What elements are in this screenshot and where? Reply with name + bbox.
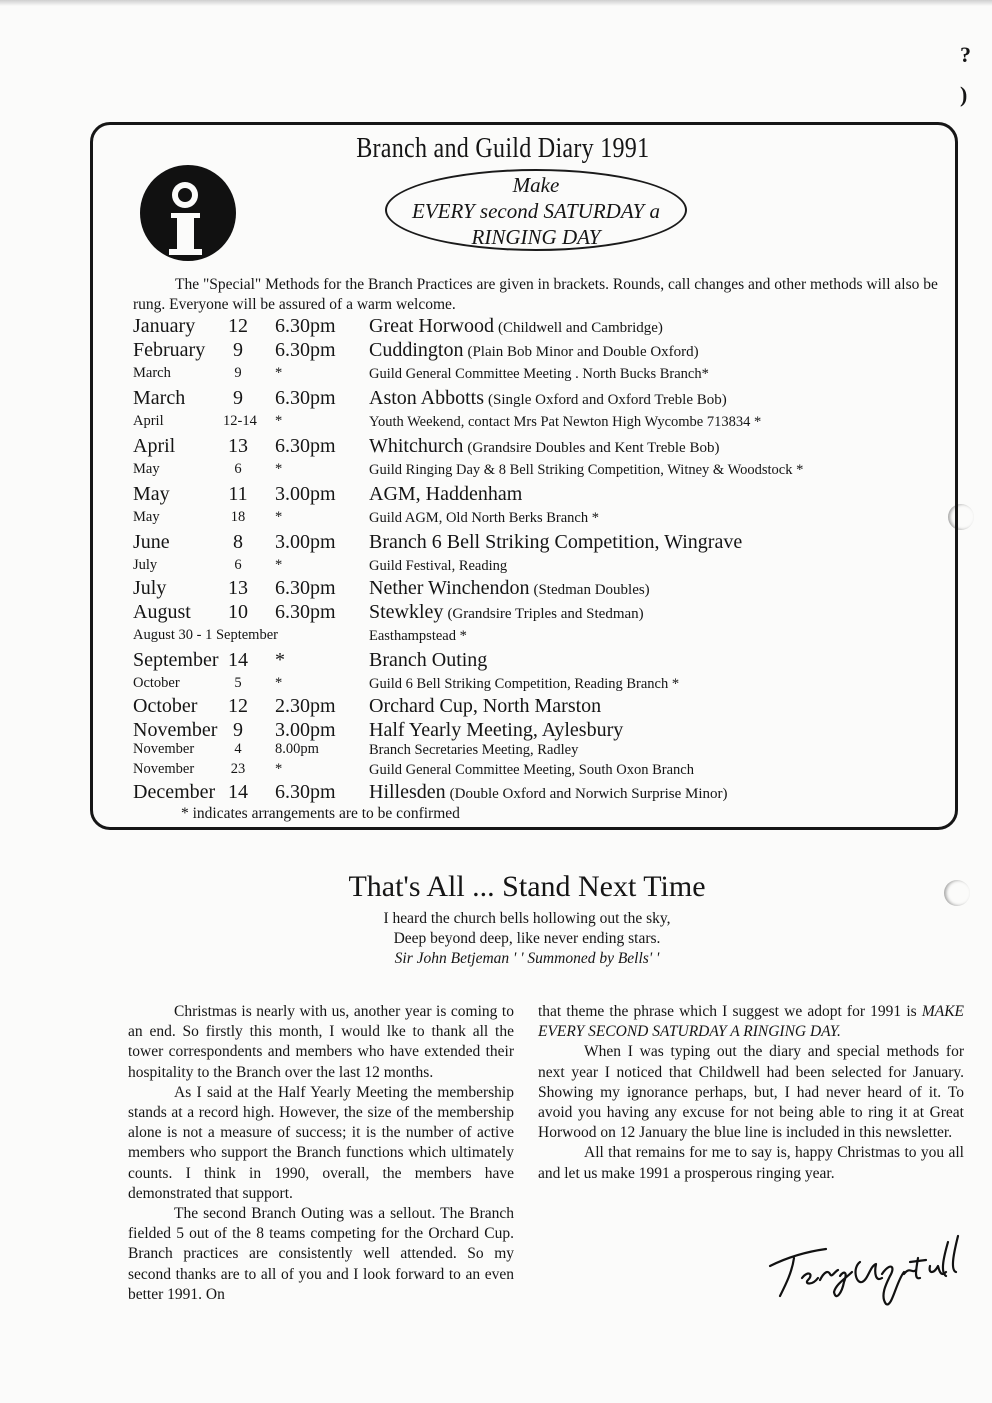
slogan-line-3: RINGING DAY [471, 225, 601, 249]
diary-methods: (Stedman Doubles) [533, 582, 650, 598]
diary-event-name: Branch Outing [369, 649, 488, 671]
diary-row [133, 461, 953, 485]
diary-date: 9 [233, 387, 243, 409]
article-right-column [538, 1002, 964, 1184]
diary-row [133, 509, 953, 533]
slogan-line-2: EVERY second SATURDAY a [412, 199, 660, 223]
diary-event [369, 695, 601, 718]
diary-month: August [133, 601, 191, 623]
diary-month: June [133, 531, 170, 553]
diary-event-name: Branch Secretaries Meeting, Radley [369, 742, 579, 758]
diary-footnote: * indicates arrangements are to be confirmed [181, 805, 460, 822]
diary-time: 6.30pm [275, 435, 336, 457]
diary-month: July [133, 577, 167, 599]
diary-event-name: Branch 6 Bell Striking Competition, Wingrave [369, 531, 743, 553]
diary-event-name: Easthampstead * [369, 628, 467, 644]
diary-event-name: Whitchurch [369, 435, 464, 457]
diary-month: November [133, 741, 195, 757]
article-left-column [128, 1002, 514, 1305]
diary-row [133, 719, 953, 743]
diary-methods: (Plain Bob Minor and Double Oxford) [467, 344, 699, 360]
article-paragraph: When I was typing out the diary and special methods for next year I noticed that Childwell had been selected for January. Showing my ignorance perhaps, but, I had never heard of it. To avoid you having any excuse for not being able to ring it at Great Horwood on 12 January the blue line is included in this newsletter. [538, 1043, 964, 1142]
diary-event [369, 781, 728, 804]
diary-time: 6.30pm [275, 577, 336, 599]
diary-event-name: Hillesden [369, 781, 446, 803]
diary-month: October [133, 695, 198, 717]
diary-month: July [133, 557, 158, 573]
diary-time: 3.00pm [275, 719, 336, 741]
diary-methods: (Double Oxford and Norwich Surprise Minor) [449, 786, 728, 802]
diary-row [133, 435, 953, 459]
diary-event-name: Youth Weekend, contact Mrs Pat Newton High Wycombe 713834 * [369, 414, 762, 430]
diary-row [133, 531, 953, 555]
diary-time: 2.30pm [275, 695, 336, 717]
diary-event [369, 675, 679, 693]
diary-time: * [275, 461, 283, 477]
diary-event-name: AGM, Haddenham [369, 483, 523, 505]
diary-methods: (Single Oxford and Oxford Treble Bob) [488, 392, 727, 408]
signature [764, 1222, 964, 1312]
diary-row [133, 649, 953, 673]
diary-methods: (Grandsire Triples and Stedman) [447, 606, 644, 622]
article-paragraph-continued [538, 1002, 964, 1042]
diary-event-name: Stewkley [369, 601, 444, 623]
slogan-line-1: Make [512, 173, 560, 197]
diary-row [133, 413, 953, 437]
diary-methods: (Grandsire Doubles and Kent Treble Bob) [467, 440, 720, 456]
diary-event [369, 601, 644, 624]
diary-month: December [133, 781, 216, 803]
quote-credit: Sir John Betjeman ' ' Summoned by Bells' ' [394, 950, 660, 967]
diary-event [369, 339, 699, 362]
diary-event [369, 509, 599, 527]
diary-event [369, 461, 803, 479]
diary-intro: The "Special" Methods for the Branch Practices are given in brackets. Rounds, call changes and other methods will also be rung. Everyone will be assured of a warm welcome. [133, 276, 938, 313]
diary-row [133, 339, 953, 363]
diary-event [369, 483, 522, 506]
diary-event-name: Guild Festival, Reading [369, 558, 508, 574]
diary-event [369, 577, 650, 600]
diary-box [90, 122, 958, 830]
diary-date: 10 [228, 601, 248, 623]
diary-time: 6.30pm [275, 601, 336, 623]
diary-title: Branch and Guild Diary 1991 [356, 133, 650, 164]
diary-month: October [133, 675, 180, 691]
diary-month: April [133, 435, 176, 457]
page-top-edge [0, 0, 992, 6]
diary-event-name: Orchard Cup, North Marston [369, 695, 602, 717]
diary-event [369, 435, 719, 458]
article-title: That's All ... Stand Next Time [348, 870, 706, 903]
diary-date: 11 [228, 483, 248, 505]
diary-month: February [133, 339, 206, 361]
diary-row [133, 781, 953, 805]
quote-line-1: I heard the church bells hollowing out the sky, [383, 910, 671, 927]
diary-event-name: Guild General Committee Meeting, South Oxon Branch [369, 762, 694, 778]
diary-row [133, 627, 953, 651]
diary-date: 23 [230, 761, 246, 777]
diary-row [133, 387, 953, 411]
diary-date: 6 [234, 461, 242, 477]
diary-month: May [133, 461, 160, 477]
diary-month: May [133, 483, 170, 505]
diary-date: 12 [228, 695, 248, 717]
diary-event [369, 557, 507, 575]
diary-time: * [275, 413, 283, 429]
article-paragraph: As I said at the Half Yearly Meeting the membership stands at a record high. However, the size of the membership alone is not a measure of success; it is the number of active members who support the Branch functions which ultimately counts. I think in 1990, overall, the members have demonstrated that support. [128, 1083, 514, 1202]
diary-row [133, 695, 953, 719]
diary-event [369, 741, 578, 759]
information-icon [136, 157, 240, 261]
diary-time: * [275, 365, 283, 381]
margin-mark-1: ? [960, 42, 971, 67]
diary-month: April [133, 413, 164, 429]
diary-date: 8 [233, 531, 243, 553]
diary-time: 6.30pm [275, 339, 336, 361]
diary-event [369, 761, 694, 779]
article-paragraph: The second Branch Outing was a sellout. The Branch fielded 5 out of the 8 teams competing for the Orchard Cup. Branch practices are consistently well attended. So my second thanks are to all of you and I look forward to an even better 1991. On [128, 1205, 514, 1303]
diary-date: 14 [228, 649, 248, 671]
diary-month: January [133, 315, 196, 337]
diary-event-name: Guild 6 Bell Striking Competition, Reading Branch * [369, 676, 680, 692]
quote-line-2: Deep beyond deep, like never ending stars. [393, 930, 661, 947]
diary-date: 12-14 [223, 413, 257, 429]
diary-row [133, 601, 953, 625]
diary-date: 13 [228, 577, 248, 599]
diary-event [369, 365, 709, 383]
slogan-emphasis: MAKE EVERY SECOND SATURDAY A RINGING DAY. [538, 1003, 964, 1041]
diary-event-name: Guild Ringing Day & 8 Bell Striking Competition, Witney & Woodstock * [369, 462, 804, 478]
diary-event [369, 719, 623, 742]
diary-date: 12 [228, 315, 248, 337]
diary-date: 5 [234, 675, 242, 691]
diary-event-name: Guild AGM, Old North Berks Branch * [369, 510, 599, 526]
diary-month: August 30 - 1 September [133, 627, 278, 643]
diary-date: 9 [233, 719, 243, 741]
diary-time: 8.00pm [275, 741, 319, 757]
article-paragraph: Christmas is nearly with us, another year is coming to an end. So firstly this month, I would lke to thank all the tower correspondents and members who have extended their hospitality to the Branch over the last 12 months. [128, 1003, 514, 1081]
diary-event [369, 387, 727, 410]
diary-time: 3.00pm [275, 483, 336, 505]
diary-event [369, 649, 487, 672]
diary-event-name: Guild General Committee Meeting . North Bucks Branch* [369, 366, 709, 382]
diary-event [369, 627, 467, 645]
diary-time: * [275, 509, 283, 525]
diary-time: 6.30pm [275, 315, 336, 337]
diary-methods: (Childwell and Cambridge) [497, 320, 663, 336]
diary-event-name: Cuddington [369, 339, 464, 361]
diary-time: * [275, 557, 283, 573]
diary-date: 14 [228, 781, 248, 803]
diary-date: 13 [228, 435, 248, 457]
diary-event-name: Great Horwood [369, 315, 494, 337]
continued-text: that theme the phrase which I suggest we adopt for 1991 is [538, 1003, 917, 1020]
slogan-oval [385, 169, 687, 251]
diary-time: * [275, 675, 283, 691]
diary-event [369, 413, 761, 431]
diary-month: November [133, 719, 218, 741]
diary-date: 6 [234, 557, 242, 573]
diary-month: September [133, 649, 219, 671]
diary-row [133, 577, 953, 601]
diary-time: 3.00pm [275, 531, 336, 553]
diary-month: May [133, 509, 160, 525]
diary-date: 9 [233, 339, 243, 361]
diary-date: 18 [230, 509, 246, 525]
diary-time: 6.30pm [275, 387, 336, 409]
article-paragraph: All that remains for me to say is, happy Christmas to you all and let us make 1991 a prosperous ringing year. [538, 1144, 964, 1182]
diary-time: * [275, 649, 285, 671]
diary-date: 4 [234, 741, 242, 757]
diary-month: November [133, 761, 195, 777]
diary-date: 9 [234, 365, 242, 381]
diary-event-name: Nether Winchendon [369, 577, 530, 599]
diary-row [133, 483, 953, 507]
diary-event-name: Aston Abbotts [369, 387, 485, 409]
diary-time: * [275, 761, 283, 777]
diary-month: March [133, 387, 186, 409]
diary-event-name: Half Yearly Meeting, Aylesbury [369, 719, 624, 741]
diary-event [369, 315, 663, 338]
margin-mark-2: ) [960, 82, 968, 107]
diary-row [133, 365, 953, 389]
diary-row [133, 315, 953, 339]
diary-month: March [133, 365, 171, 381]
diary-time: 6.30pm [275, 781, 336, 803]
diary-event [369, 531, 742, 554]
